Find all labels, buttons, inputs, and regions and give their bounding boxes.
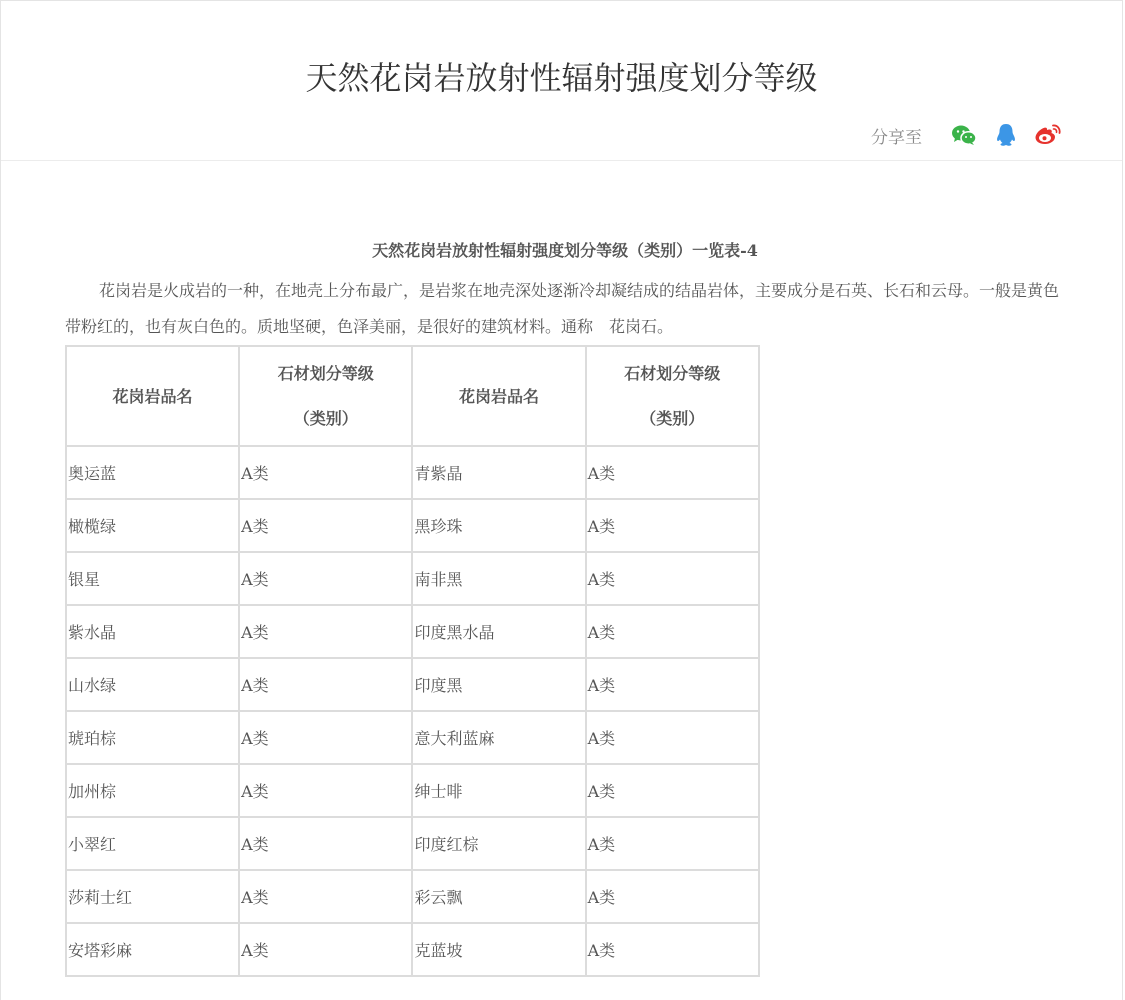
grade-cell: A类 [239,658,412,711]
granite-name-cell: 紫水晶 [66,605,239,658]
weibo-share-button[interactable] [1034,121,1062,149]
table-row [66,870,759,923]
grade-cell: A类 [586,923,759,976]
granite-name-cell: 银星 [66,552,239,605]
grade-cell: A类 [586,764,759,817]
grade-cell: A类 [239,446,412,499]
granite-grade-table [65,345,760,977]
intro-paragraph: 花岗岩是火成岩的一种，在地壳上分布最广，是岩浆在地壳深处逐渐冷却凝结成的结晶岩体，主要成分是石英、长石和云母。一般是黄色带粉红的，也有灰白色的。质地坚硬，色泽美丽，是很好的建筑材料。通称 花岗石。 [65,281,1060,336]
granite-name-cell: 加州棕 [66,764,239,817]
table-row [66,923,759,976]
grade-cell: A类 [239,552,412,605]
wechat-icon [951,124,977,146]
grade-cell: A类 [239,499,412,552]
granite-name-cell: 印度黑 [412,658,585,711]
grade-cell: A类 [586,870,759,923]
table-row [66,446,759,499]
share-bar [871,121,1062,149]
grade-cell: A类 [586,658,759,711]
grade-cell: A类 [239,764,412,817]
grade-cell: A类 [239,817,412,870]
granite-name-cell: 绅士啡 [412,764,585,817]
table-row [66,658,759,711]
table-caption: 天然花岗岩放射性辐射强度划分等级（类别）一览表-4 [372,241,758,260]
header-name-2: 花岗岩品名 [412,346,585,446]
granite-name-cell: 南非黑 [412,552,585,605]
grade-cell: A类 [586,446,759,499]
qq-icon [995,123,1017,147]
weibo-icon [1034,123,1062,147]
header-grade-2-line1: 石材划分等级 [624,364,721,383]
share-label: 分享至 [871,127,922,148]
grade-cell: A类 [586,711,759,764]
granite-name-cell: 意大利蓝麻 [412,711,585,764]
article-header [1,1,1122,161]
granite-name-cell: 小翠红 [66,817,239,870]
granite-name-cell: 琥珀棕 [66,711,239,764]
grade-cell: A类 [586,817,759,870]
article-body [65,239,1065,977]
table-header-row [66,346,759,446]
grade-cell: A类 [586,605,759,658]
granite-name-cell: 印度黑水晶 [412,605,585,658]
granite-name-cell: 克蓝坡 [412,923,585,976]
header-grade-1-line2: （类别） [293,409,358,428]
table-row [66,605,759,658]
granite-name-cell: 山水绿 [66,658,239,711]
header-grade-1 [239,346,412,446]
grade-cell: A类 [239,923,412,976]
granite-name-cell: 橄榄绿 [66,499,239,552]
table-row [66,552,759,605]
granite-name-cell: 黑珍珠 [412,499,585,552]
granite-name-cell: 安塔彩麻 [66,923,239,976]
granite-name-cell: 彩云飘 [412,870,585,923]
grade-cell: A类 [586,552,759,605]
header-grade-1-line1: 石材划分等级 [277,364,374,383]
header-grade-2-line2: （类别） [640,409,705,428]
table-row [66,764,759,817]
granite-name-cell: 印度红棕 [412,817,585,870]
table-row [66,711,759,764]
granite-name-cell: 奥运蓝 [66,446,239,499]
grade-cell: A类 [239,605,412,658]
grade-cell: A类 [239,870,412,923]
table-row [66,817,759,870]
qq-share-button[interactable] [992,121,1020,149]
grade-cell: A类 [586,499,759,552]
grade-cell: A类 [239,711,412,764]
header-grade-2 [586,346,759,446]
wechat-share-button[interactable] [950,121,978,149]
granite-name-cell: 莎莉士红 [66,870,239,923]
page-title: 天然花岗岩放射性辐射强度划分等级 [305,59,818,97]
table-row [66,499,759,552]
header-name-1: 花岗岩品名 [66,346,239,446]
granite-name-cell: 青紫晶 [412,446,585,499]
